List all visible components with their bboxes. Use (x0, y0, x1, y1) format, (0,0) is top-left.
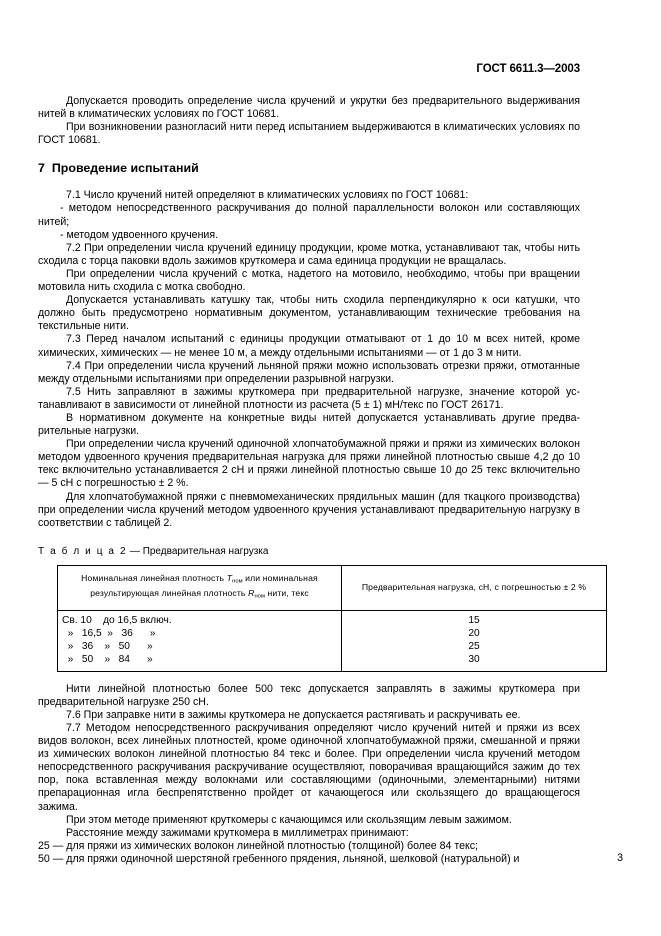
clause-7-1-item-1: - методом непосредственного раскручивания до полной параллельности волокон или составляющих нитей; (38, 202, 580, 228)
clamp-distance-item-50: 50 — для пряжи одиночной шерстяной гребенного прядения, льняной, шелковой (натуральной) и (38, 852, 520, 865)
section-heading (38, 161, 580, 176)
symbol-R-subscript: ном (254, 593, 265, 600)
document-header-standard-number: ГОСТ 6611.3—2003 (476, 63, 580, 75)
header-text-part-1a: Номинальная линейная плотность (81, 572, 227, 583)
table-2-head (58, 565, 607, 610)
table-2-header-preliminary-load: Предварительная нагрузка, сН, с погрешностью ± 2 % (342, 565, 607, 610)
page-content (38, 62, 587, 866)
header-text-part-2a: результирующая линейная плотность (90, 587, 249, 598)
clause-7-3: 7.3 Перед началом испытаний с единицы продукции отматывают от 1 до 10 м всех нитей, кроме химических, химических — не менее 10 м, а между отдельными испытаниями — от 1 до 3 м нити. (38, 333, 580, 359)
clamp-distance-item-25: 25 — для пряжи из химических волокон линейной плотностью (толщиной) более 84 текс; (38, 839, 478, 852)
symbol-T-subscript: ном (232, 578, 243, 585)
range-row-3: » 36 » 50 » (62, 641, 153, 653)
clause-7-4: 7.4 При определении числа кручений льняной пряжи можно использовать отрезки пряжи, отмотанные между отдельными испытаниями при определении разрывной нагрузки. (38, 359, 580, 385)
table-2-caption-label: Т а б л и ц а 2 (38, 545, 128, 557)
section-number: 7 (38, 161, 45, 176)
paragraph-twist-tester-type: При этом методе применяют круткомеры с качающимся или скользящим левым зажимом. (66, 813, 512, 826)
table-row (58, 565, 607, 610)
symbol-R: R (248, 587, 255, 598)
clause-7-1-item-2: - методом удвоенного кручения. (60, 228, 219, 241)
paragraph-intro-2: При возникновении разногласий нити перед испытанием выдерживаются в климатических условиях по ГОСТ 10681. (38, 121, 580, 147)
table-2-cell-load (342, 610, 607, 671)
load-row-1: 15 (468, 614, 480, 626)
range-row-4: » 50 » 84 » (62, 654, 153, 666)
range-row-1: Св. 10 до 16,5 включ. (62, 614, 172, 626)
paragraph-doubled-twist-preload: При определении числа кручений одиночной хлопчатобумажной пряжи и пряжи из химических волокон методом удвоенного кручения предварительная нагрузка для пряжи линейной плотностью свыше 4,2 до 10 текс включительно устанавливается 2 сН и пряжи линейной плотностью свыше 10 до 25 текс включительно — 5 сН с погрешностью ± 2 %. (38, 438, 580, 490)
clause-7-6: 7.6 При заправке нити в зажимы круткомера не допускается растягивать и раскручивать ее. (66, 708, 521, 721)
header-text-part-2b: нити, текс (264, 587, 309, 598)
paragraph-clamp-distance-intro: Расстояние между зажимами круткомера в миллиметрах принимают: (66, 826, 409, 839)
table-2-preliminary-load (57, 565, 607, 672)
load-row-2: 20 (468, 628, 480, 640)
table-2-caption-title: Предварительная нагрузка (142, 545, 269, 557)
clause-7-2: 7.2 При определении числа кручений единицу продукции, кроме мотка, устанавливают так, чтобы нить сходила с торца паковки вдоль зажимов круткомера и сама единица продукции не вращалась. (38, 241, 580, 267)
load-row-3: 25 (468, 641, 480, 653)
table-2-cell-range (58, 610, 342, 671)
table-2-caption (38, 546, 580, 558)
table-2-caption-dash: — (127, 545, 143, 557)
symbol-T: T (226, 572, 233, 583)
paragraph-rotor-spun-preload: Для хлопчатобумажной пряжи с пневмомеханических прядильных машин (для ткацкого производства) при определении числа кручений методом удвоенного кручения устанавливают предварительную нагрузку в соответствии с таблицей 2. (38, 490, 580, 529)
page-number: 3 (617, 852, 623, 864)
paragraph-skein-winding: При определении числа кручений с мотка, надетого на мотовило, необходимо, чтобы при вращении мотовила нить сходила с мотка свободно. (38, 267, 580, 294)
section-title: Проведение испытаний (51, 161, 199, 176)
table-2-body (58, 610, 607, 671)
clause-7-1: 7.1 Число кручений нитей определяют в климатических условиях по ГОСТ 10681: (66, 189, 469, 202)
table-row (58, 610, 607, 671)
load-row-4: 30 (468, 654, 480, 666)
paragraph-intro-1: Допускается проводить определение числа кручений и укрутки без предварительного выдерживания нитей в климатических условиях по ГОСТ 10681. (38, 95, 580, 121)
clause-7-7: 7.7 Методом непосредственного раскручивания определяют число кручений нитей и пряжи из всех видов волокон, всех линейных плотностей, кроме одиночной хлопчатобумажной пряжи, смешанной и пряжи из химических волокон линейной плотностью 84 текс и более. При определении числа кручений методом непосредственного раскручивания раскручивание осуществляют, поворачивая вращающийся зажим до тех пор, пока вставленная между волокнами или составляющими (одиночными, элементарными) нитями препарационная игла беспрепятственно пройдет от качающегося или скользящего до вращающегося зажима. (38, 721, 580, 813)
range-row-2: » 16,5 » 36 » (62, 628, 156, 640)
clause-7-5: 7.5 Нить заправляют в зажимы круткомера при предварительной нагрузке, значение которой устанавливают в зависимости от линейной плотности из расчета (5 ± 1) мН/текс по ГОСТ 26171. (38, 385, 580, 411)
table-2-header-linear-density (58, 565, 342, 610)
paragraph-bobbin-setup: Допускается устанавливать катушку так, чтобы нить сходила перпендикулярно к оси катушки, что должно быть предусмотрено нормативным документом, устанавливающим технические требования на текстильные нити. (38, 294, 580, 333)
header-text-part-1b: или номинальная (242, 572, 318, 583)
paragraph-other-preloads: В нормативном документе на конкретные виды нитей допускается устанавливать другие предварительные нагрузки. (38, 411, 580, 438)
paragraph-heavy-yarn-preload: Нити линейной плотностью более 500 текс допускается заправлять в зажимы круткомера при предварительной нагрузке 250 сН. (38, 682, 580, 708)
